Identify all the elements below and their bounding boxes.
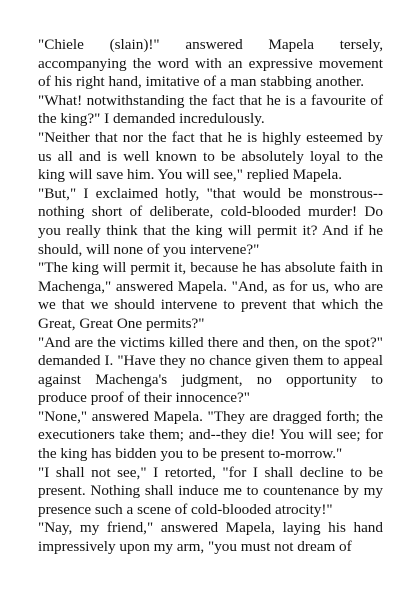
paragraph-8: "I shall not see," I retorted, "for I shall decline to be present. Nothing shall induce me to countenance by my presence such a scene of cold-blooded atrocity!" [38,463,383,518]
paragraph-1: "Chiele (slain)!" answered Mapela tersely, accompanying the word with an expressive movement of his right hand, imitative of a man stabbing another. [38,36,383,91]
paragraph-5: "The king will permit it, because he has absolute faith in Machenga," answered Mapela. "And, as for us, who are we that we should intervene to prevent that which the Great, Great One permits?" [38,259,383,332]
paragraph-2: "What! notwithstanding the fact that he is a favourite of the king?" I demanded incredulously. [38,91,383,128]
paragraph-9: "Nay, my friend," answered Mapela, laying his hand impressively upon my arm, "you must not dream of [38,519,383,556]
paragraph-4: "But," I exclaimed hotly, "that would be monstrous--nothing short of deliberate, cold-blooded murder! Do you really think that the king will permit it? And if he should, will none of you intervene?" [38,184,383,258]
paragraph-6: "And are the victims killed there and then, on the spot?" demanded I. "Have they no chance given them to appeal against Machenga's judgment, no opportunity to produce proof of their innocence?" [38,333,383,407]
paragraph-3: "Neither that nor the fact that he is highly esteemed by us all and is well known to be absolutely loyal to the king will save him. You will see," replied Mapela. [38,128,383,184]
page-text [38,36,383,557]
paragraph-7: "None," answered Mapela. "They are dragged forth; the executioners take them; and--they die! You will see; for the king has bidden you to be present to-morrow." [38,407,383,463]
